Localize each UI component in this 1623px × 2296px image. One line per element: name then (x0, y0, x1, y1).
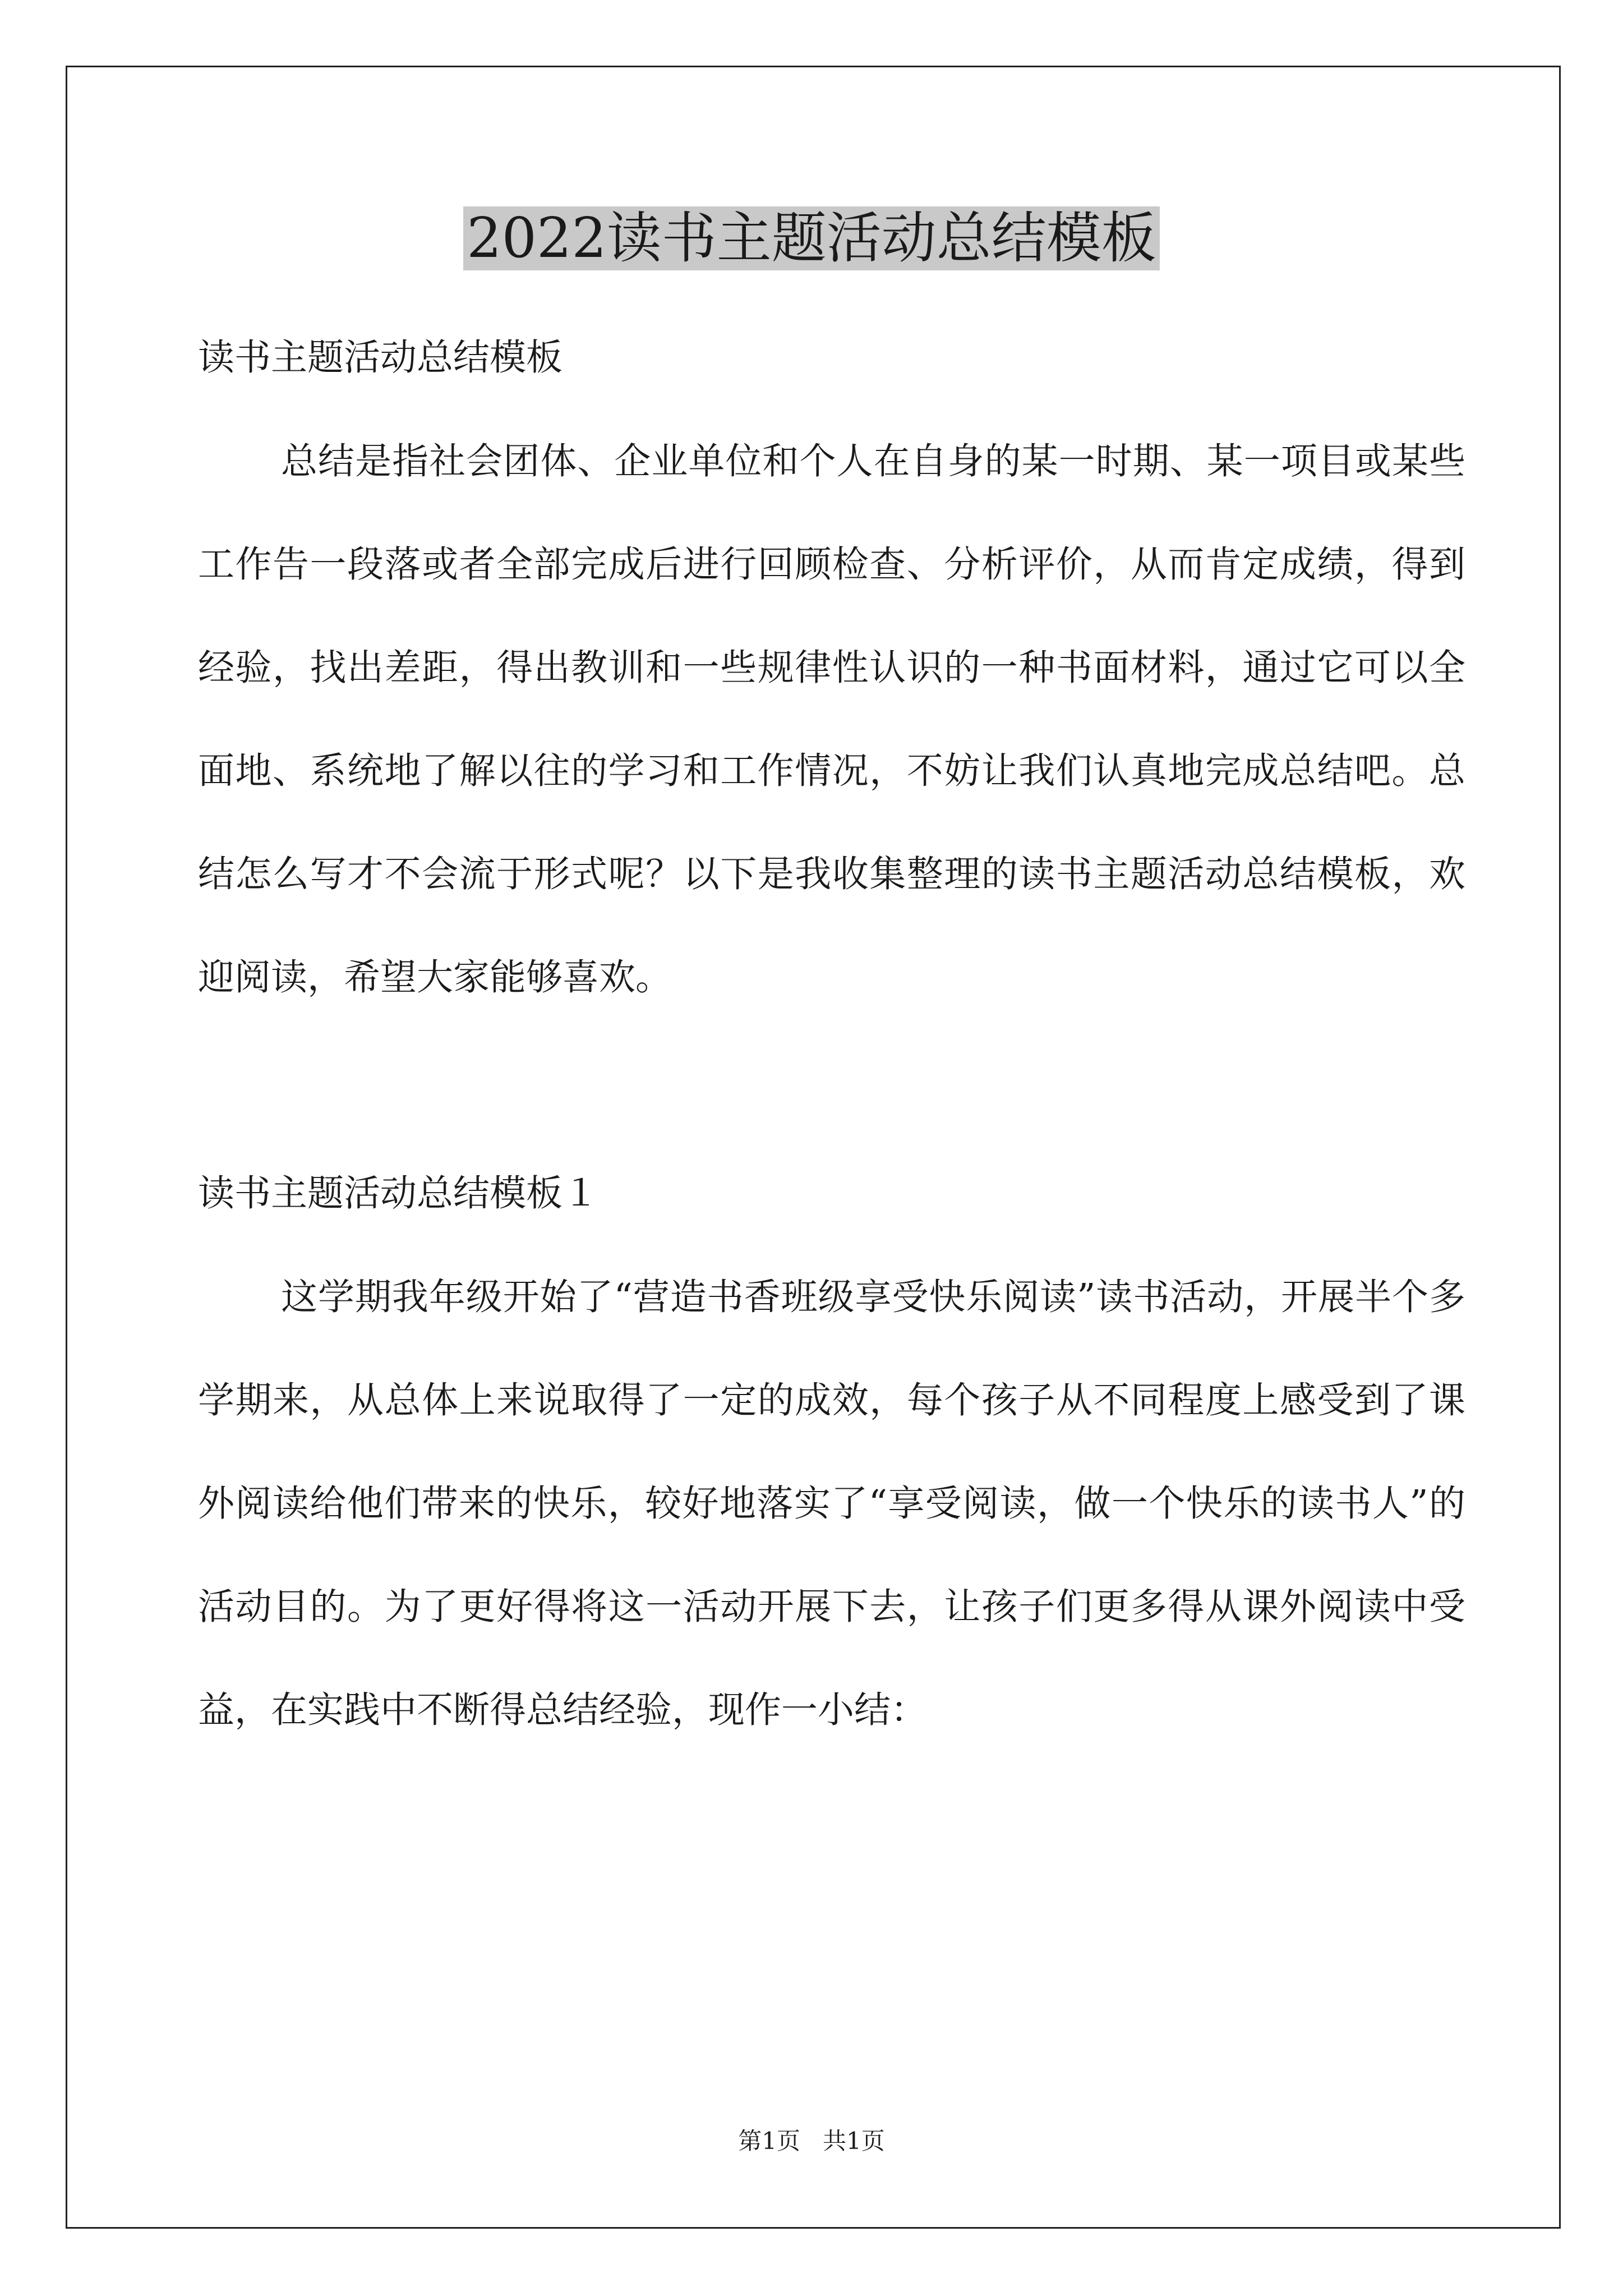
page-footer: 第1页 共1页 (738, 2127, 885, 2155)
section1-paragraph: 这学期我年级开始了“营造书香班级享受快乐阅读”读书活动，开展半个多学期来，从总体上来说取得了一定的成效，每个孩子从不同程度上感受到了课外阅读给他们带来的快乐，较好地落实了“享受阅读，做一个快乐的读书人”的活动目的。为了更好得将这一活动开展下去，让孩子们更多得从课外阅读中受益，在实践中不断得总结经验，现作一小结： (198, 1276, 1465, 1731)
section1-heading: 读书主题活动总结模板１ (198, 1172, 600, 1214)
document-title-container (0, 199, 1623, 278)
document-title: 2022读书主题活动总结模板 (463, 206, 1159, 270)
section-spacer (198, 1029, 1465, 1142)
document-body (198, 306, 1465, 1762)
subtitle-heading: 读书主题活动总结模板 (198, 337, 563, 379)
intro-paragraph: 总结是指社会团体、企业单位和个人在自身的某一时期、某一项目或某些工作告一段落或者全部完成后进行回顾检查、分析评价，从而肯定成绩，得到经验，找出差距，得出教训和一些规律性认识的一种书面材料，通过它可以全面地、系统地了解以往的学习和工作情况，不妨让我们认真地完成总结吧。总结怎么写才不会流于形式呢？以下是我收集整理的读书主题活动总结模板，欢迎阅读，希望大家能够喜欢。 (198, 440, 1465, 999)
